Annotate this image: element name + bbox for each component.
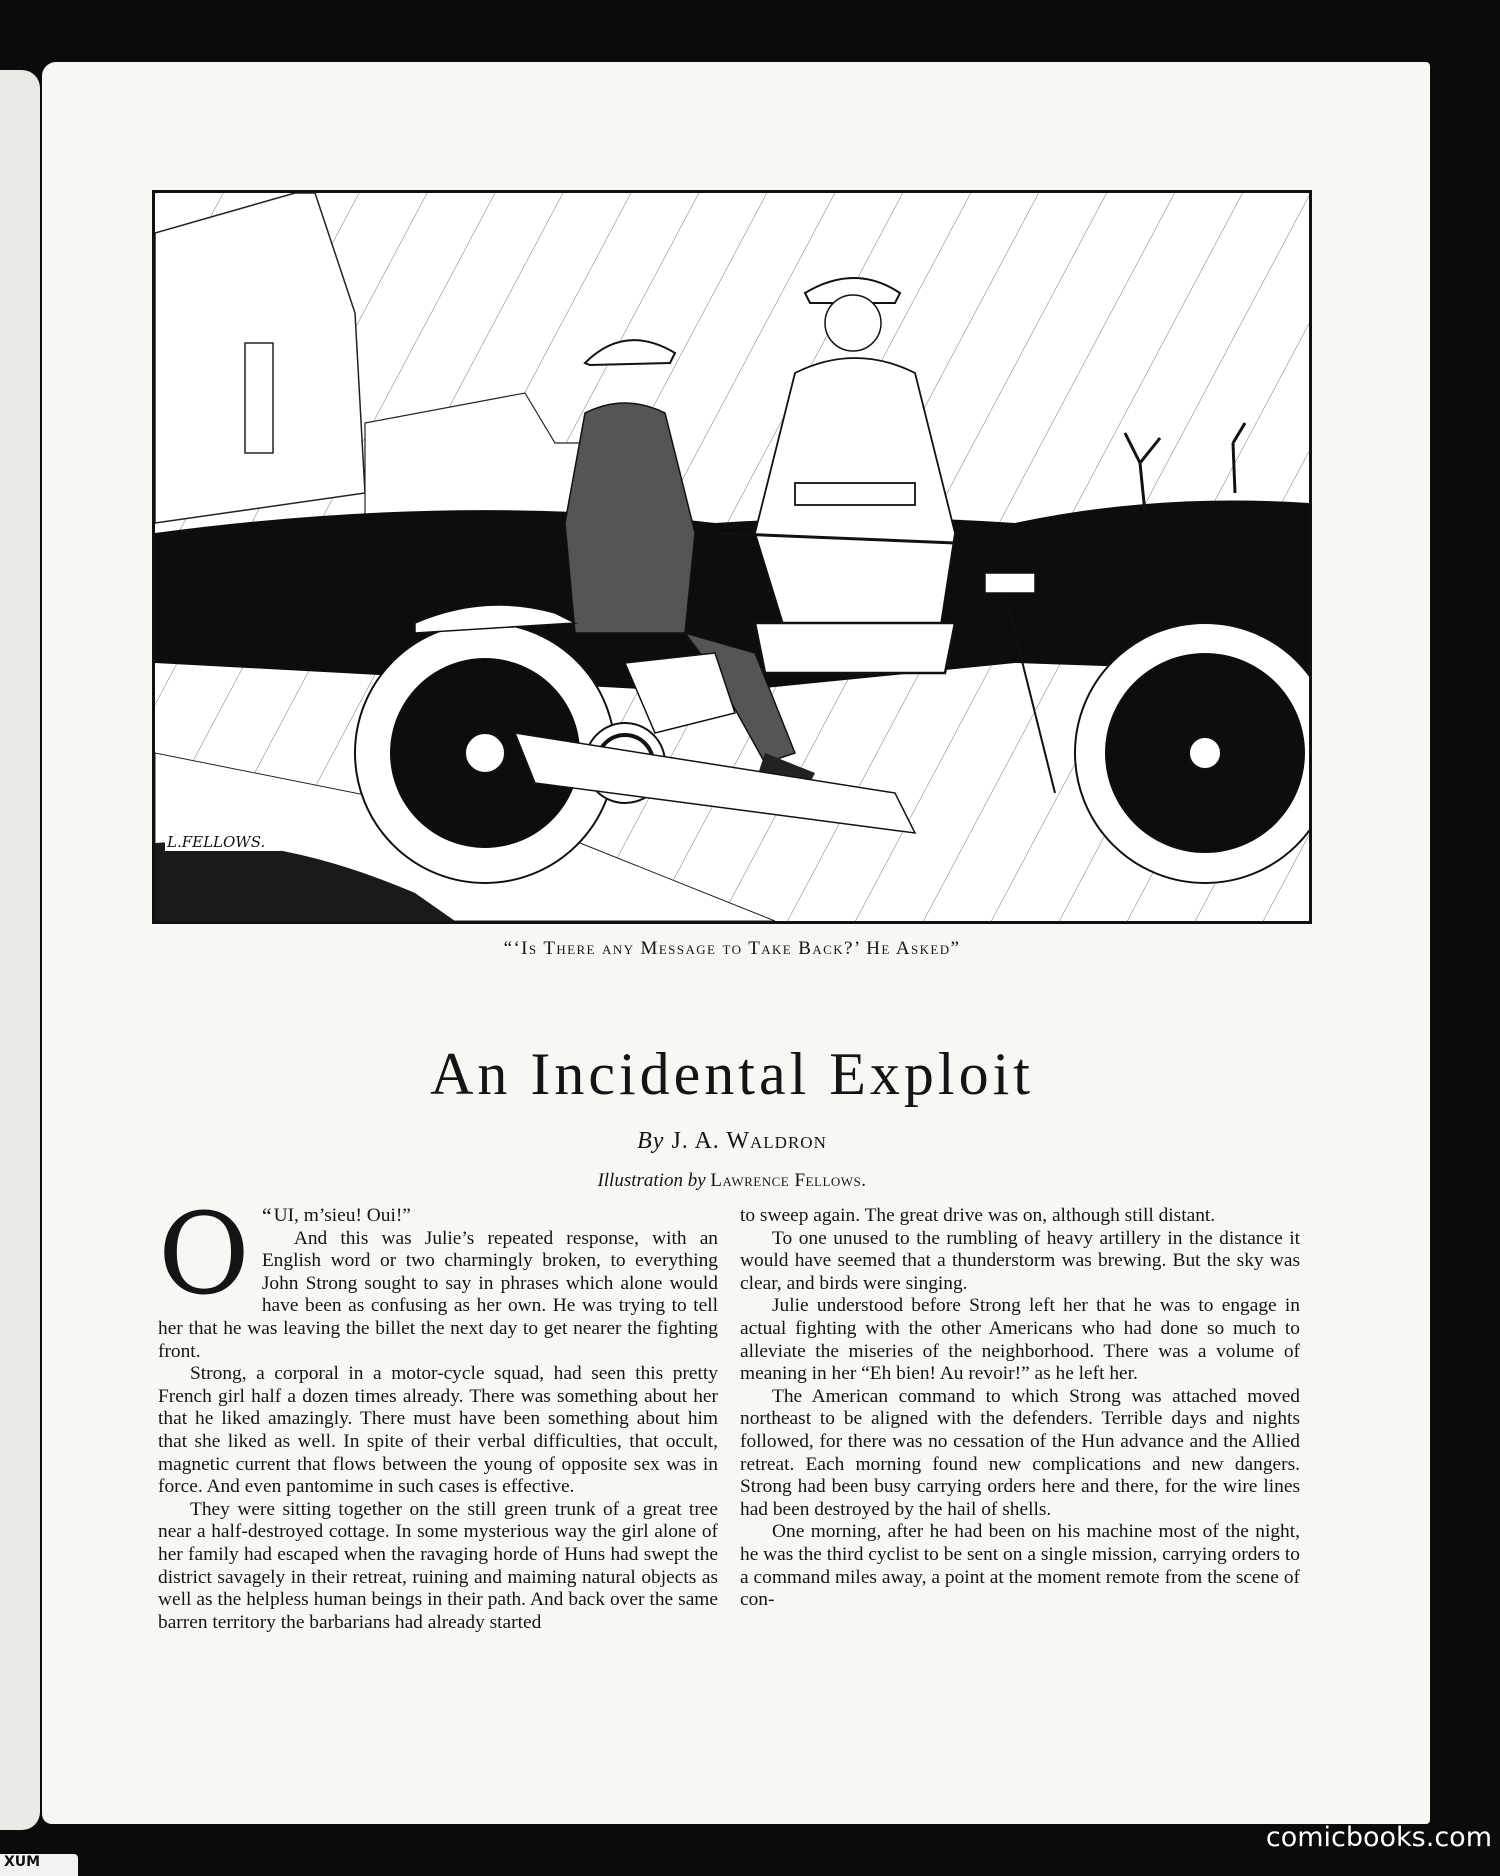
illustration-credit-artist: Lawrence Fellows. bbox=[710, 1170, 867, 1191]
story-paragraph-continued: to sweep again. The great drive was on, although still distant. bbox=[740, 1205, 1216, 1226]
illustration-credit-label: Illustration by bbox=[597, 1170, 706, 1191]
story-illustration bbox=[152, 190, 1312, 924]
site-watermark: comicbooks.com bbox=[1265, 1822, 1492, 1853]
story-paragraph: They were sitting together on the still green trunk of a great tree near a half-destroyed cottage. In some mysterious way the girl alone of her family had escaped when the ravaging horde of Huns had swept the district savagely in their retreat, ruining and maiming natural objects as well as the helpless human beings in their path. And back over the same barren territory the barbarians had already started bbox=[158, 1498, 718, 1633]
story-paragraph: The American command to which Strong was attached moved northeast to be aligned with the defenders. Terrible days and nights followed, for there was no cessation of the Hun advance and the Allied retreat. Each morning found new complications and new dangers. Strong had been busy carrying orders here and there, for the wire lines had been destroyed by the hail of shells. bbox=[740, 1385, 1300, 1520]
opening-quote: “ bbox=[261, 1205, 272, 1228]
byline bbox=[152, 1128, 1312, 1155]
left-page-edge bbox=[0, 70, 40, 1830]
story-title: An Incidental Exploit bbox=[430, 1041, 1034, 1107]
story-paragraph: To one unused to the rumbling of heavy artillery in the distance it would have seemed that a thunderstorm was brewing. But the sky was clear, and birds were singing. bbox=[740, 1227, 1300, 1294]
byline-by: By bbox=[637, 1128, 665, 1154]
text-column-left bbox=[158, 1205, 718, 1765]
text-column-right bbox=[740, 1205, 1300, 1765]
drop-cap: O bbox=[158, 1205, 250, 1320]
illustration-credit bbox=[152, 1170, 1312, 1192]
magazine-page bbox=[42, 62, 1430, 1824]
story-paragraph: And this was Julie’s repeated response, with an English word or two charmingly broken, to everything John Strong sought to say in phrases which alone would have been as confusing as her own. He was trying to tell her that he was leaving the billet the next day to get nearer the fighting front. bbox=[158, 1227, 718, 1362]
story-paragraph: Strong, a corporal in a motor-cycle squad, had seen this pretty French girl half a dozen times already. There was something about her that he liked amazingly. There must have been something about him that she liked as well. In spite of their verbal difficulties, that occult, magnetic current that flows between the young of opposite sex was in force. And even pantomime in such cases is effective. bbox=[158, 1363, 718, 1498]
byline-author: J. A. Waldron bbox=[671, 1128, 827, 1154]
illustration-drawing bbox=[155, 193, 1309, 921]
opening-line: UI, m’sieu! Oui!” bbox=[273, 1205, 411, 1226]
artist-signature: L.FELLOWS. bbox=[165, 833, 281, 851]
story-paragraph: Julie understood before Strong left her that he was to engage in actual fighting with the other Americans who had done so much to alleviate the miseries of the neighborhood. There was a volume of meaning in her “Eh bien! Au revoir!” as he left her. bbox=[740, 1295, 1300, 1385]
corner-sticker: XUM bbox=[0, 1854, 78, 1876]
illustration-caption: “‘Is There any Message to Take Back?’ He Asked” bbox=[503, 938, 961, 959]
story-paragraph: One morning, after he had been on his machine most of the night, he was the third cyclist to be sent on a single mission, carrying orders to a command miles away, a point at the moment remote from the scene of con- bbox=[740, 1521, 1300, 1611]
